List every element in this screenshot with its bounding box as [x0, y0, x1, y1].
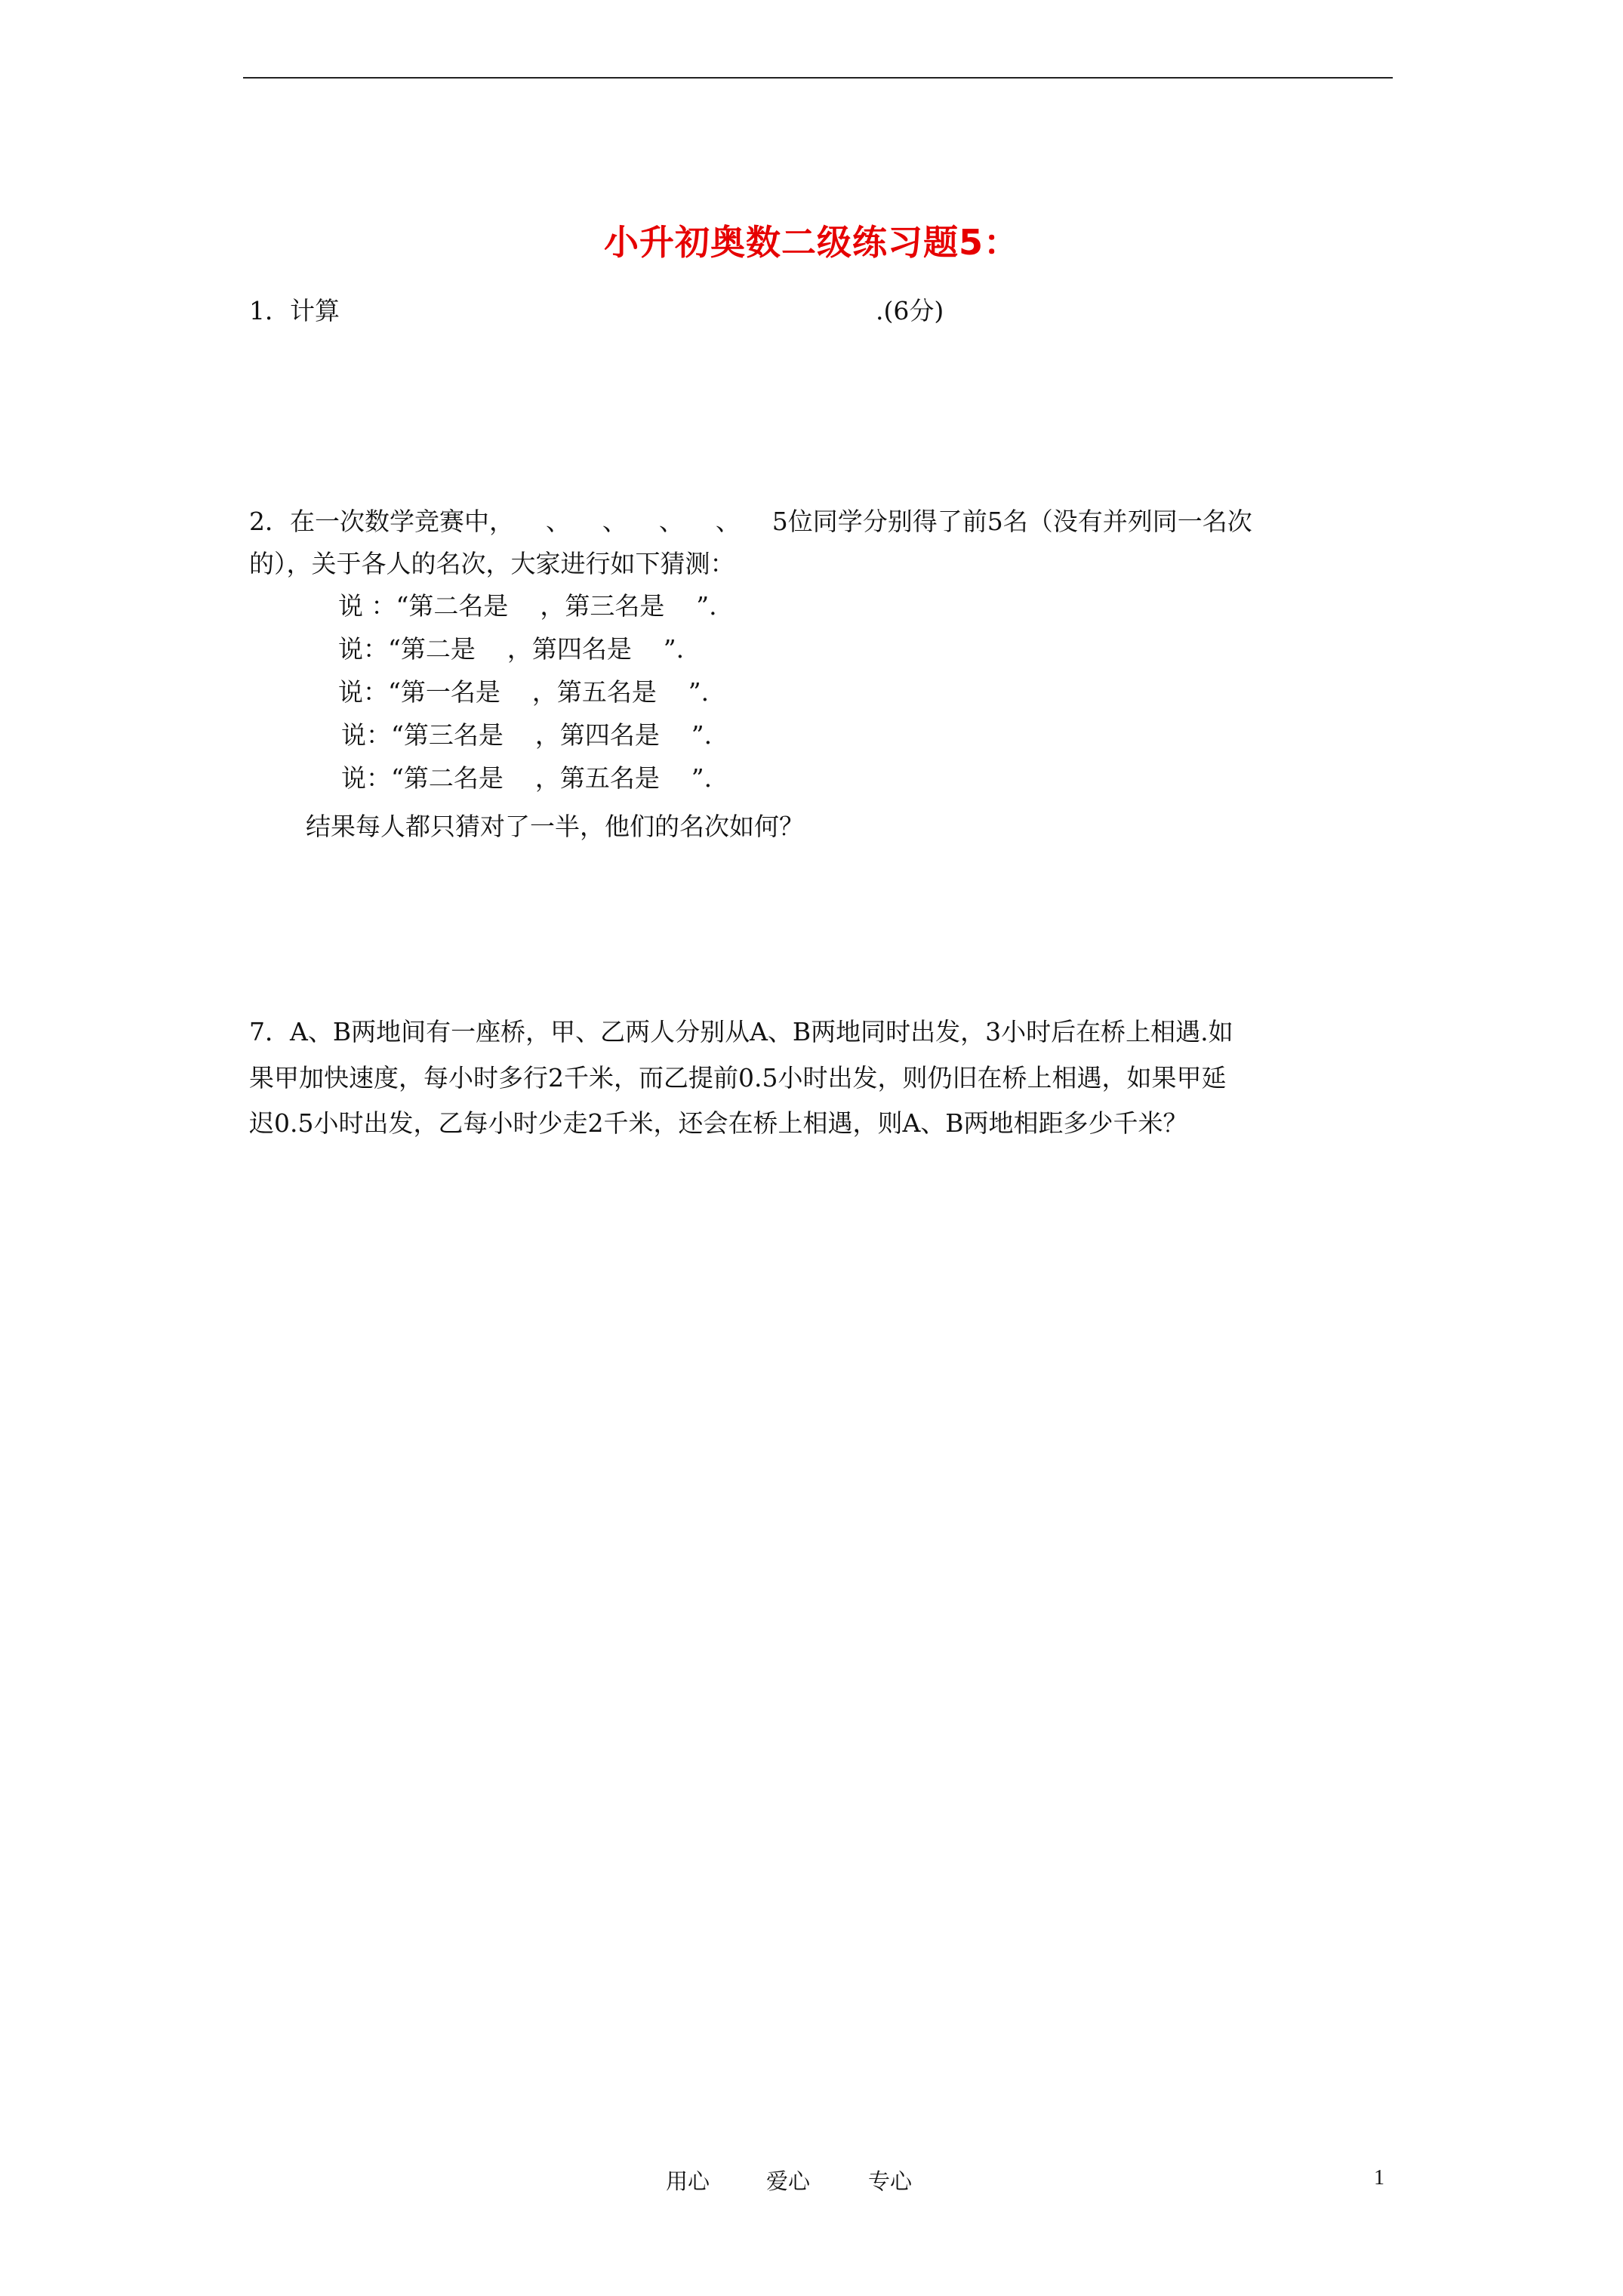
q1-label: 1．计算: [249, 296, 340, 325]
q7-line-1: 7．A、B两地间有一座桥，甲、乙两人分别从A、B两地同时出发，3小时后在桥上相遇.如: [249, 1017, 1233, 1046]
q2-guess-3: 说：“第一名是 ，第五名是 ”.: [338, 677, 710, 707]
q2-guess-4: 说：“第三名是 ，第四名是 ”.: [341, 720, 713, 750]
q2-line-1: 2．在一次数学竞赛中， 、 、 、 、 5位同学分别得了前5名（没有并列同一名次: [249, 507, 1252, 536]
q1-score: .(6分): [876, 296, 944, 325]
page-title: 小升初奥数二级练习题5：: [603, 222, 1019, 263]
header-rule: [243, 77, 1393, 79]
footer-item-yongxin: 用心: [666, 2168, 710, 2194]
q7-line-3: 迟0.5小时出发，乙每小时少走2千米，还会在桥上相遇，则A、B两地相距多少千米？: [249, 1108, 1188, 1138]
footer-item-aixin: 爱心: [766, 2168, 811, 2194]
q7-line-2: 果甲加快速度，每小时多行2千米，而乙提前0.5小时出发，则仍旧在桥上相遇，如果甲延: [249, 1063, 1227, 1093]
footer-item-zhuanxin: 专心: [868, 2168, 913, 2194]
q2-guess-2: 说：“第二是 ，第四名是 ”.: [338, 634, 685, 664]
q2-guess-5: 说：“第二名是 ，第五名是 ”.: [341, 763, 713, 793]
q2-conclusion: 结果每人都只猜对了一半，他们的名次如何？: [306, 812, 804, 841]
q2-line-2: 的），关于各人的名次，大家进行如下猜测：: [249, 549, 735, 578]
q2-guess-1: 说 ：“第二名是 ，第三名是 ”.: [338, 591, 717, 621]
page-number: 1: [1374, 2166, 1384, 2190]
